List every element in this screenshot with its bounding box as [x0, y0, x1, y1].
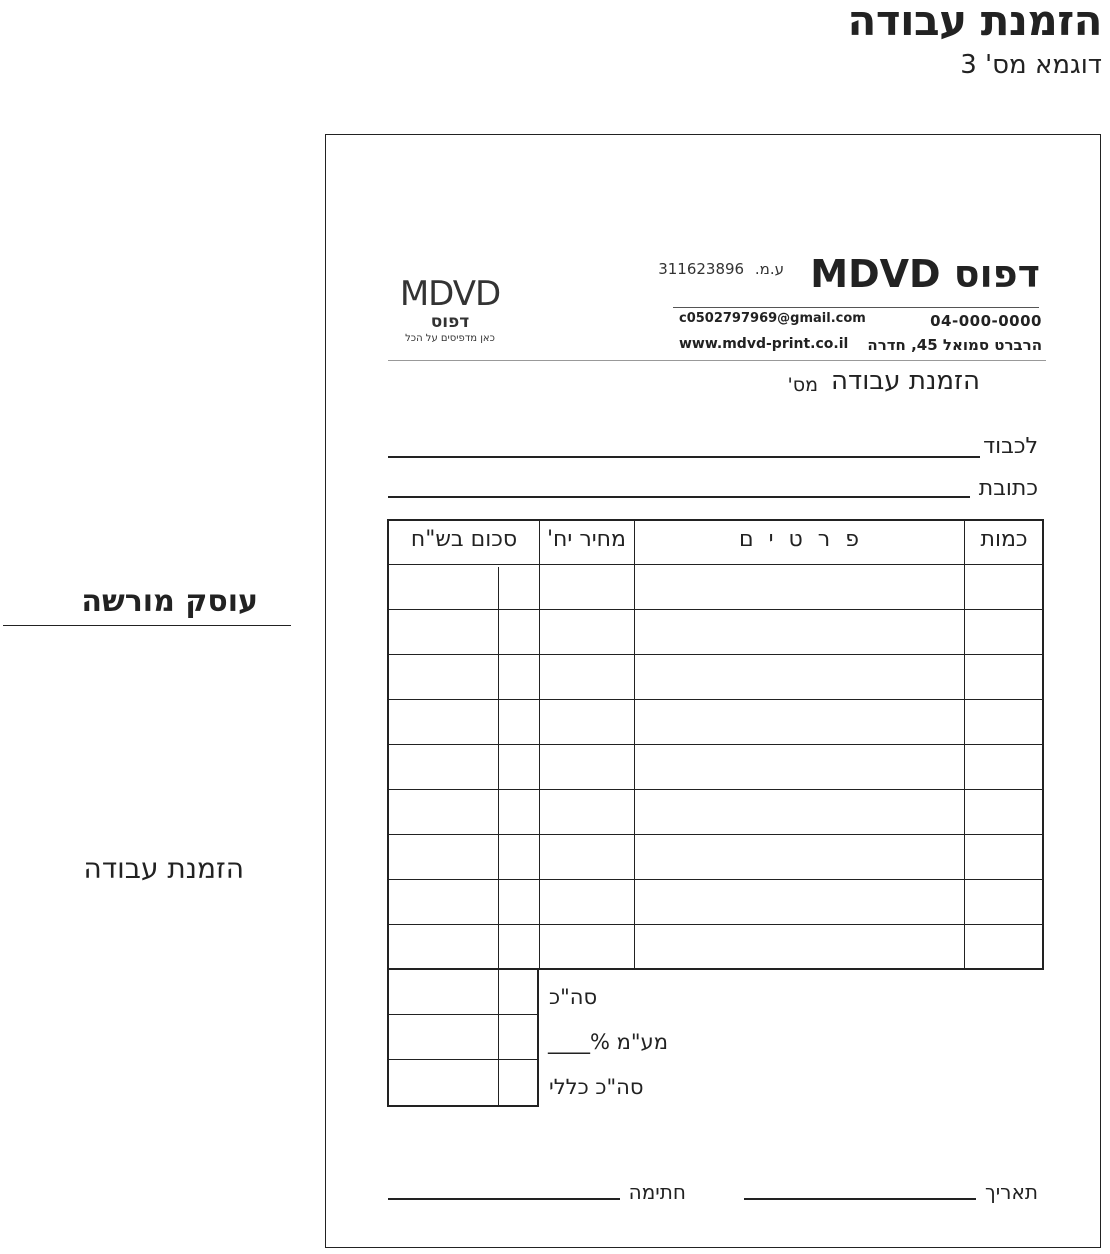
table-row[interactable]: [389, 654, 1042, 655]
date-label: תאריך: [984, 1180, 1038, 1204]
header-row-divider: [389, 564, 1042, 565]
table-row[interactable]: [389, 699, 1042, 700]
logo-sub-text: דפוס: [430, 312, 470, 332]
signature-label: חתימה: [628, 1180, 686, 1204]
agorot-divider: [498, 969, 499, 1105]
subtotal-label: סה"כ: [549, 985, 598, 1009]
grand-total-label: סה"כ כללי: [549, 1075, 644, 1099]
date-input-line[interactable]: [744, 1198, 976, 1200]
side-divider: [3, 625, 291, 626]
logo-tagline: כאן מדפיסים על הכל: [405, 333, 495, 344]
table-row[interactable]: [389, 744, 1042, 745]
table-row[interactable]: [389, 879, 1042, 880]
column-header-amount: סכום בש"ח: [410, 527, 518, 552]
column-header-quantity: כמות: [980, 527, 1028, 552]
side-label-licensed-dealer: עוסק מורשה: [81, 584, 258, 619]
company-logo: [392, 276, 508, 346]
table-row[interactable]: [389, 924, 1042, 925]
header-bottom-divider: [388, 360, 1046, 361]
business-address: הרברט סמואל 45, חדרה: [867, 336, 1042, 354]
page-subtitle: דוגמא מס' 3: [960, 50, 1102, 80]
page-title: הזמנת עבודה: [847, 0, 1102, 45]
totals-box: [387, 969, 539, 1107]
form-number-label: מס': [787, 374, 818, 396]
totals-row-divider: [389, 1059, 537, 1060]
table-row[interactable]: [389, 834, 1042, 835]
agorot-divider: [498, 567, 499, 968]
signature-input-line[interactable]: [388, 1198, 620, 1200]
column-header-details: פ ר ט י ם: [739, 527, 859, 552]
business-website: www.mdvd-print.co.il: [679, 336, 849, 352]
column-header-unit-price: מחיר יח': [547, 527, 626, 552]
totals-row-divider: [389, 1014, 537, 1015]
table-row[interactable]: [389, 609, 1042, 610]
to-input-line[interactable]: [388, 456, 980, 458]
business-id: [658, 260, 784, 278]
header-divider: [673, 307, 1039, 308]
form-title: הזמנת עבודה: [831, 366, 980, 396]
address-input-line[interactable]: [388, 496, 970, 498]
table-row[interactable]: [389, 789, 1042, 790]
business-id-number: 311623896: [658, 260, 745, 278]
vat-label: מע"מ %____: [548, 1030, 668, 1054]
business-phone: 04-000-0000: [930, 312, 1042, 330]
logo-main-text: MDVD: [399, 274, 501, 314]
business-email: c0502797969@gmail.com: [679, 311, 866, 326]
business-name: דפוס MDVD: [810, 252, 1040, 296]
side-label-work-order: הזמנת עבודה: [83, 852, 244, 885]
to-label: לכבוד: [983, 434, 1038, 459]
items-table: [387, 519, 1044, 970]
business-id-label: ע.מ.: [754, 260, 784, 278]
address-label: כתובת: [978, 476, 1038, 501]
